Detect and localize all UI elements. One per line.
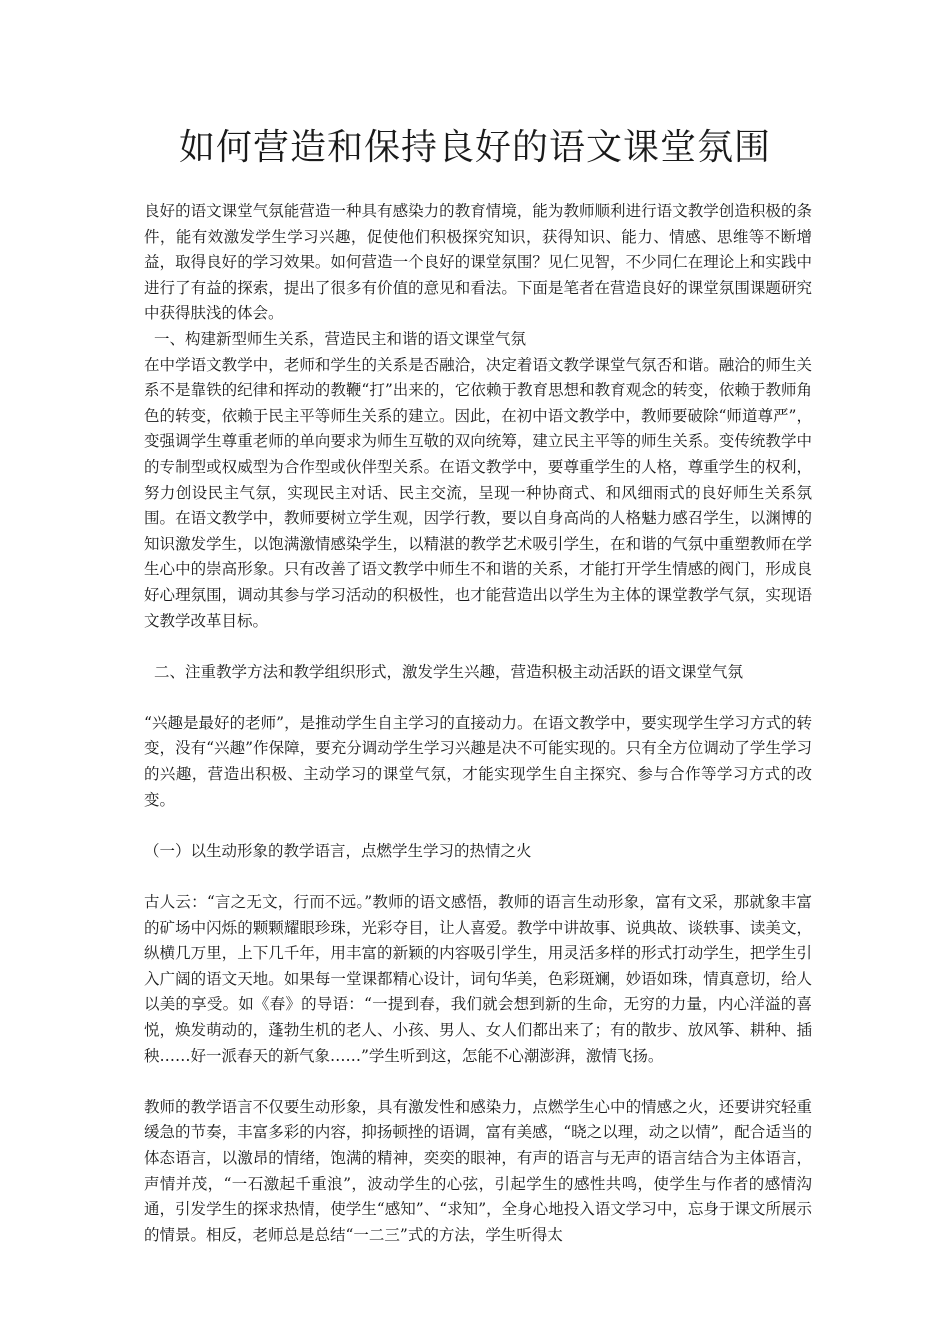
spacer	[144, 864, 812, 890]
subsection-1-paragraph: 古人云：“言之无文，行而不远。”教师的语文感悟，教师的语言生动形象，富有文采，那就象丰富的矿场中闪烁的颗颗耀眼珍珠，光彩夺目，让人喜爱。教学中讲故事、说典故、谈轶事、读美文，纵横几万里，上下几千年，用丰富的新颖的内容吸引学生，用灵活多样的形式打动学生，把学生引入广阔的语文天地。如果每一堂课都精心设计，词句华美，色彩斑斓，妙语如珠，情真意切，给人以美的享受。如《春》的导语：“一提到春，我们就会想到新的生命，无穷的力量，内心洋溢的喜悦，焕发萌动的，蓬勃生机的老人、小孩、男人、女人们都出来了；有的散步、放风筝、耕种、插秧……好一派春天的新气象……”学生听到这，怎能不心潮澎湃，激情飞扬。	[144, 893, 812, 1065]
spacer	[144, 813, 812, 839]
spacer	[144, 1069, 812, 1095]
document-title: 如何营造和保持良好的语文课堂氛围	[178, 127, 771, 168]
section-2-paragraph: “兴趣是最好的老师”，是推动学生自主学习的直接动力。在语文教学中，要实现学生学习方式的转变，没有“兴趣”作保障，要充分调动学生学习兴趣是决不可能实现的。只有全方位调动了学生学习的兴趣，营造出积极、主动学习的课堂气氛，才能实现学生自主探究、参与合作等学习方式的改变。	[144, 713, 812, 809]
subsection-1-paragraph-2: 教师的教学语言不仅要生动形象，具有激发性和感染力，点燃学生心中的情感之火，还要讲究轻重缓急的节奏，丰富多彩的内容，抑扬顿挫的语调，富有美感，“晓之以理，动之以情”，配合适当的体态语言，以激昂的情绪，饱满的精神，奕奕的眼神，有声的语言与无声的语言结合为主体语言，声情并茂，“一石激起千重浪”，波动学生的心弦，引起学生的感性共鸣，使学生与作者的感情沟通，引发学生的探求热情，使学生“感知”、“求知”，全身心地投入语文学习中，忘身于课文所展示的情景。相反，老师总是总结“一二三”式的方法，学生听得太	[144, 1097, 812, 1244]
spacer	[144, 634, 812, 660]
section-heading-2: 二、注重教学方法和教学组织形式，激发学生兴趣，营造积极主动活跃的语文课堂气氛	[154, 662, 744, 681]
section-1-paragraph: 在中学语文教学中，老师和学生的关系是否融洽，决定着语文教学课堂气氛否和谐。融洽的师生关系不是靠铁的纪律和挥动的教鞭“打”出来的，它依赖于教育思想和教育观念的转变，依赖于教师角色的转变，依赖于民主平等师生关系的建立。因此，在初中语文教学中，教师要破除“师道尊严”，变强调学生尊重老师的单向要求为师生互敬的双向统筹，建立民主平等的师生关系。变传统教学中的专制型或权威型为合作型或伙伴型关系。在语文教学中，要尊重学生的人格，尊重学生的权利，努力创设民主气氛，实现民主对话、民主交流，呈现一种协商式、和风细雨式的良好师生关系氛围。在语文教学中，教师要树立学生观，因学行教，要以自身高尚的人格魅力感召学生，以渊博的知识激发学生，以饱满激情感染学生，以精湛的教学艺术吸引学生，在和谐的气氛中重塑教师在学生心中的崇高形象。只有改善了语文教学中师生不和谐的关系，才能打开学生情感的阀门，形成良好心理氛围，调动其参与学习活动的积极性，也才能营造出以学生为主体的课堂教学气氛，实现语文教学改革目标。	[144, 355, 812, 630]
section-heading-1: 一、构建新型师生关系，营造民主和谐的语文课堂气氛	[154, 329, 527, 348]
subsection-heading-1: （一）以生动形象的教学语言，点燃学生学习的热情之火	[144, 841, 532, 860]
document-body	[144, 199, 812, 1248]
intro-paragraph: 良好的语文课堂气氛能营造一种具有感染力的教育情境，能为教师顺利进行语文教学创造积极的条件，能有效激发学生学习兴趣，促使他们积极探究知识，获得知识、能力、情感、思维等不断增益，取得良好的学习效果。如何营造一个良好的课堂氛围？见仁见智，不少同仁在理论上和实践中进行了有益的探索，提出了很多有价值的意见和看法。下面是笔者在营造良好的课堂氛围课题研究中获得肤浅的体会。	[144, 202, 812, 323]
spacer	[144, 685, 812, 711]
